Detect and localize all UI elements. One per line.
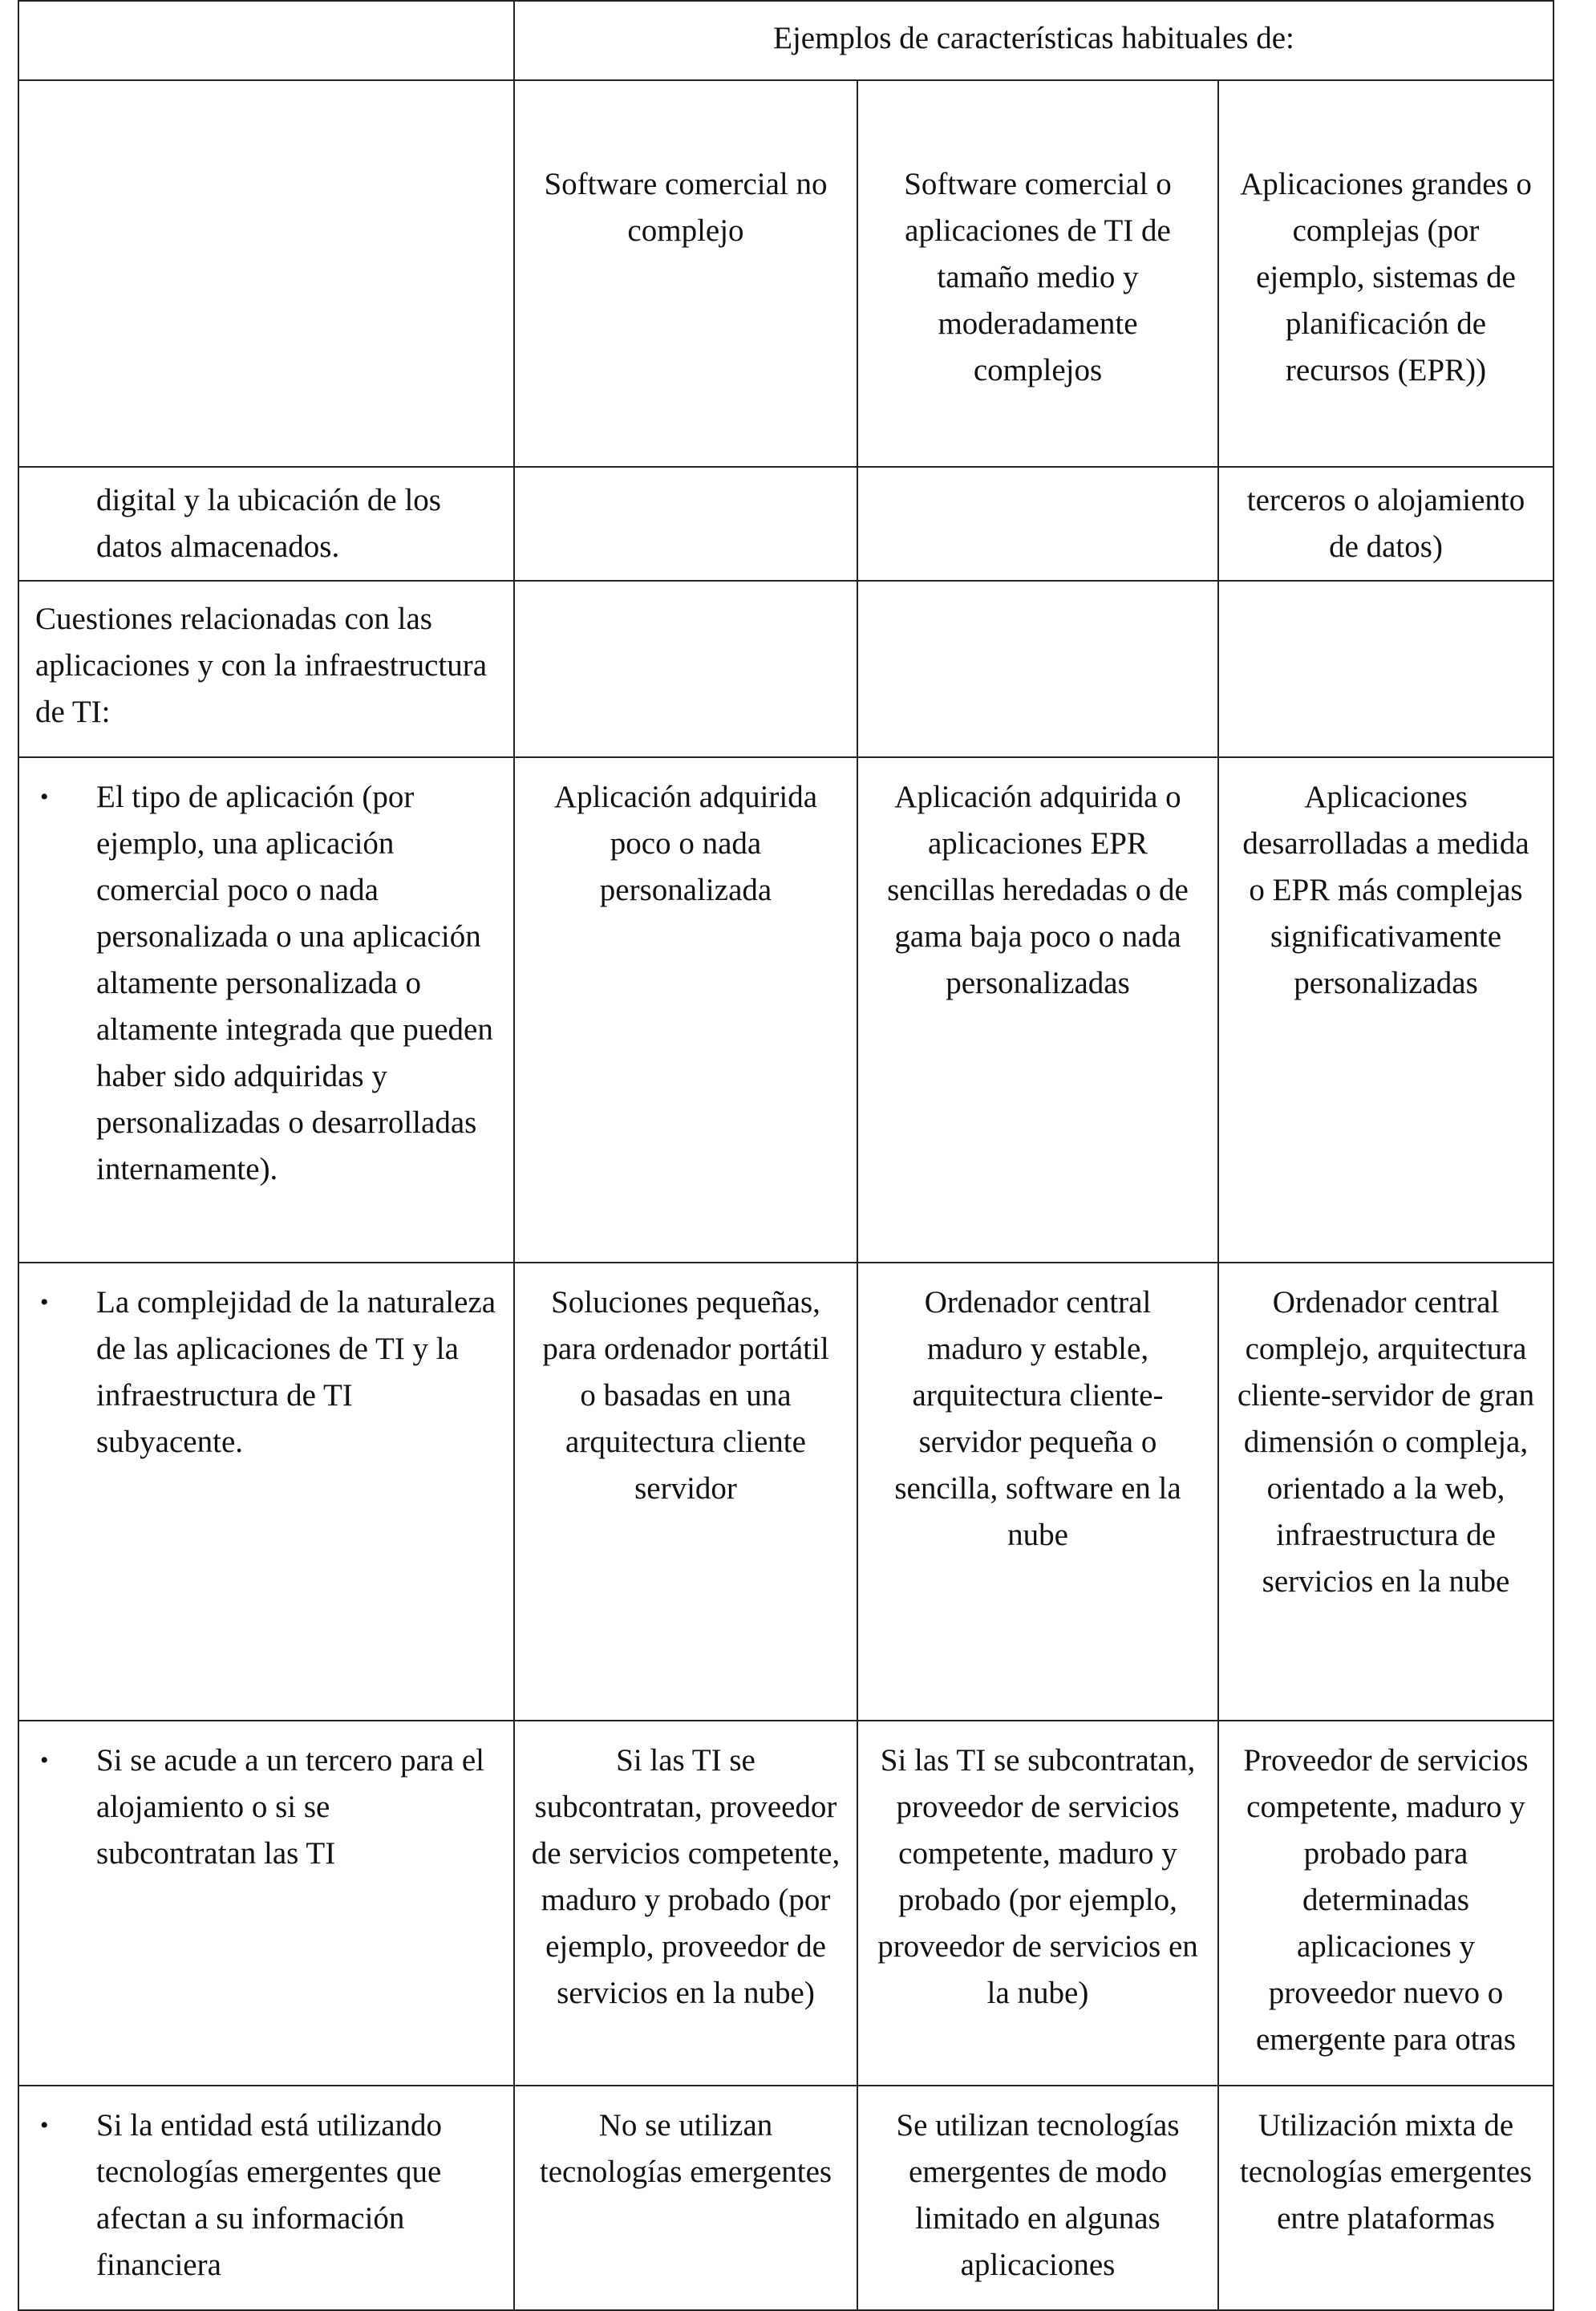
row-cell-medium: Ordenador central maduro y estable, arquitectura cliente-servidor pequeña o sencilla, software en la nube	[857, 1263, 1218, 1721]
column-header-medium: Software comercial o aplicaciones de TI de tamaño medio y moderadamente complejos	[857, 80, 1218, 467]
continuation-row	[18, 467, 1553, 581]
row-label-text: Si se acude a un tercero para el alojamiento o si se subcontratan las TI	[96, 1743, 484, 1871]
row-cell-large: Ordenador central complejo, arquitectura cliente-servidor de gran dimensión o compleja, orientado a la web, infraestructura de servicios en la nube	[1218, 1263, 1553, 1721]
table-row	[18, 2086, 1553, 2310]
row-cell-large: Proveedor de servicios competente, maduro y probado para determinadas aplicaciones y proveedor nuevo o emergente para otras	[1218, 1721, 1553, 2086]
table-row	[18, 757, 1553, 1263]
section-row	[18, 581, 1553, 757]
row-cell-medium: Se utilizan tecnologías emergentes de modo limitado en algunas aplicaciones	[857, 2086, 1218, 2310]
row-cell-non-complex: No se utilizan tecnologías emergentes	[514, 2086, 857, 2310]
bullet: •	[40, 1747, 49, 1774]
section-c1	[514, 581, 857, 757]
section-c2	[857, 581, 1218, 757]
table-row	[18, 1263, 1553, 1721]
bullet: •	[40, 784, 49, 810]
section-c3	[1218, 581, 1553, 757]
continuation-c3: terceros o alojamiento de datos)	[1218, 467, 1553, 581]
bullet: •	[40, 2112, 49, 2139]
row-cell-non-complex: Soluciones pequeñas, para ordenador portátil o basadas en una arquitectura cliente servidor	[514, 1263, 857, 1721]
row-label	[18, 2086, 514, 2310]
row-cell-non-complex: Si las TI se subcontratan, proveedor de servicios competente, maduro y probado (por ejemplo, proveedor de servicios en la nube)	[514, 1721, 857, 2086]
continuation-c1	[514, 467, 857, 581]
column-header-non-complex: Software comercial no complejo	[514, 80, 857, 467]
row-label	[18, 1721, 514, 2086]
row-cell-medium: Si las TI se subcontratan, proveedor de servicios competente, maduro y probado (por ejemplo, proveedor de servicios en la nube)	[857, 1721, 1218, 2086]
row-cell-large: Utilización mixta de tecnologías emergentes entre plataformas	[1218, 2086, 1553, 2310]
row-label	[18, 1263, 514, 1721]
continuation-c2	[857, 467, 1218, 581]
bullet: •	[40, 1289, 49, 1316]
row-cell-medium: Aplicación adquirida o aplicaciones EPR sencillas heredadas o de gama baja poco o nada personalizadas	[857, 757, 1218, 1263]
row-cell-large: Aplicaciones desarrolladas a medida o EPR más complejas significativamente personalizadas	[1218, 757, 1553, 1263]
header-empty-cell	[18, 1, 514, 80]
column-header-empty-cell	[18, 80, 514, 467]
header-row	[18, 1, 1553, 80]
row-label-text: El tipo de aplicación (por ejemplo, una aplicación comercial poco o nada personalizada o una aplicación altamente personalizada o altamente integrada que pueden haber sido adquiridas y personalizadas o desarrolladas internamente).	[96, 780, 493, 1186]
column-header-large: Aplicaciones grandes o complejas (por ejemplo, sistemas de planificación de recursos (EPR))	[1218, 80, 1553, 467]
row-cell-non-complex: Aplicación adquirida poco o nada personalizada	[514, 757, 857, 1263]
characteristics-table	[18, 0, 1554, 2311]
table-row	[18, 1721, 1553, 2086]
row-label-text: Si la entidad está utilizando tecnologías emergentes que afectan a su información financiera	[96, 2108, 443, 2282]
column-header-row	[18, 80, 1553, 467]
section-label: Cuestiones relacionadas con las aplicaciones y con la infraestructura de TI:	[18, 581, 514, 757]
row-label	[18, 757, 514, 1263]
group-title: Ejemplos de características habituales de:	[514, 1, 1553, 80]
continuation-label: digital y la ubicación de los datos almacenados.	[18, 467, 514, 581]
row-label-text: La complejidad de la naturaleza de las aplicaciones de TI y la infraestructura de TI subyacente.	[96, 1285, 496, 1459]
